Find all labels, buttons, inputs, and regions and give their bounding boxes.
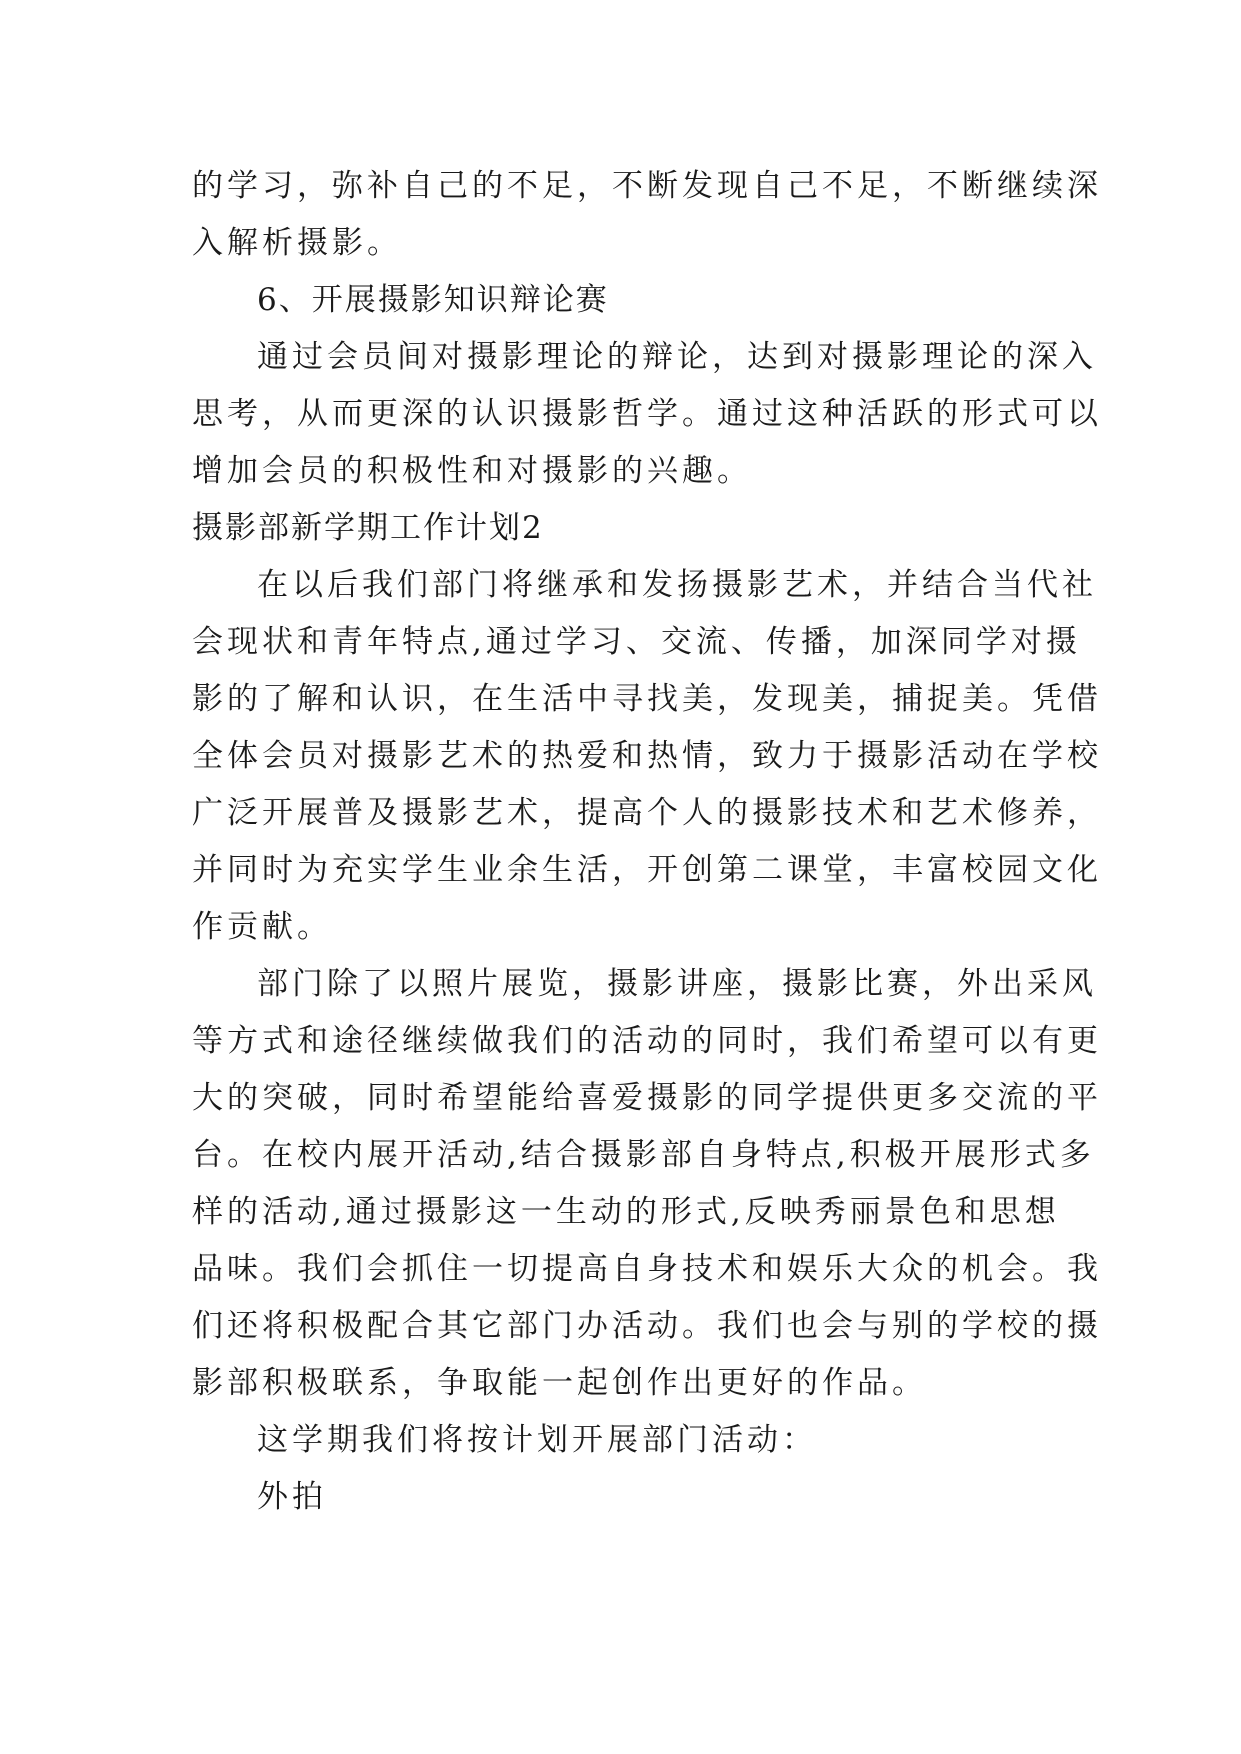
- text-line: 影部积极联系，争取能一起创作出更好的作品。: [192, 1365, 927, 1401]
- text-line: 作贡献。: [192, 909, 332, 945]
- document-title: 摄影部新学期工作计划2: [192, 510, 544, 546]
- text-line: 影的了解和认识，在生活中寻找美，发现美，捕捉美。凭借: [192, 681, 1102, 717]
- text-line: 的学习，弥补自己的不足，不断发现自己不足，不断继续深: [192, 168, 1102, 204]
- section-heading: 6、开展摄影知识辩论赛: [257, 282, 609, 318]
- text-line: 大的突破，同时希望能给喜爱摄影的同学提供更多交流的平: [192, 1080, 1102, 1116]
- text-line: 品味。我们会抓住一切提高自身技术和娱乐大众的机会。我: [192, 1251, 1102, 1287]
- text-line: 增加会员的积极性和对摄影的兴趣。: [192, 453, 752, 489]
- text-line: 并同时为充实学生业余生活，开创第二课堂，丰富校园文化: [192, 852, 1102, 888]
- text-line: 思考，从而更深的认识摄影哲学。通过这种活跃的形式可以: [192, 396, 1102, 432]
- text-line: 外拍: [257, 1479, 327, 1515]
- text-line: 入解析摄影。: [192, 225, 402, 261]
- text-line: 样的活动,通过摄影这一生动的形式,反映秀丽景色和思想: [192, 1194, 1060, 1230]
- text-line: 广泛开展普及摄影艺术，提高个人的摄影技术和艺术修养，: [192, 795, 1102, 831]
- text-line: 在以后我们部门将继承和发扬摄影艺术，并结合当代社: [257, 567, 1097, 603]
- text-line: 这学期我们将按计划开展部门活动：: [257, 1422, 817, 1458]
- text-line: 通过会员间对摄影理论的辩论，达到对摄影理论的深入: [257, 339, 1097, 375]
- document-body: [192, 158, 1102, 1526]
- text-line: 台。在校内展开活动,结合摄影部自身特点,积极开展形式多: [192, 1137, 1095, 1173]
- text-line: 等方式和途径继续做我们的活动的同时，我们希望可以有更: [192, 1023, 1102, 1059]
- text-line: 会现状和青年特点,通过学习、交流、传播，加深同学对摄: [192, 624, 1081, 660]
- text-line: 们还将积极配合其它部门办活动。我们也会与别的学校的摄: [192, 1308, 1102, 1344]
- text-line: 部门除了以照片展览，摄影讲座，摄影比赛，外出采风: [257, 966, 1097, 1002]
- text-line: 全体会员对摄影艺术的热爱和热情，致力于摄影活动在学校: [192, 738, 1102, 774]
